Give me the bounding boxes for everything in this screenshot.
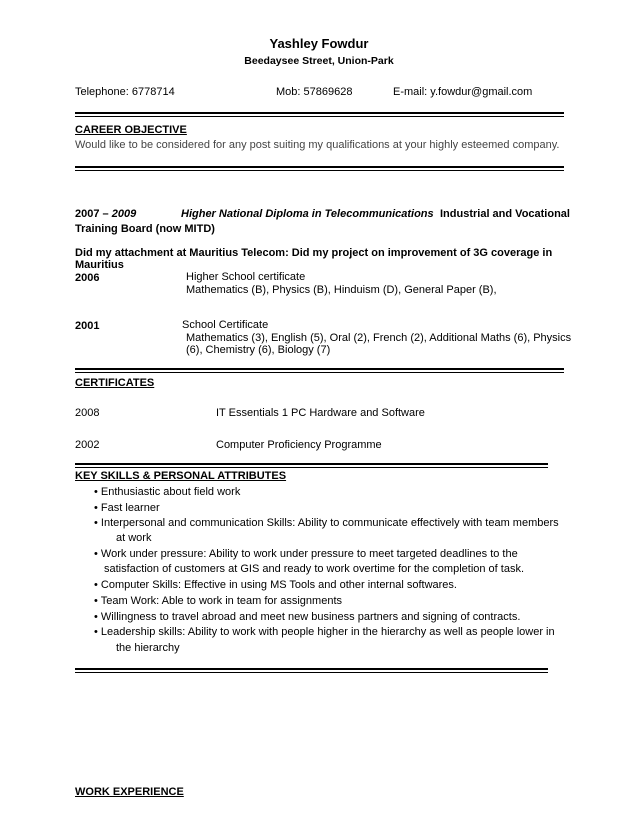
career-objective-heading: CAREER OBJECTIVE	[75, 124, 187, 136]
career-objective-text: Would like to be considered for any post suiting my qualifications at your highly esteemed company.	[75, 139, 560, 151]
bullet: •	[94, 502, 98, 514]
sc-year: 2001	[75, 320, 100, 332]
work-experience-heading: WORK EXPERIENCE	[75, 786, 184, 798]
skill-item	[94, 517, 559, 529]
skill-item	[94, 595, 342, 607]
certificate-name: IT Essentials 1 PC Hardware and Software	[216, 407, 425, 419]
skill-item	[94, 548, 518, 560]
skill-item	[94, 502, 160, 514]
skill-text: Interpersonal and communication Skills: Ability to communicate effectively with team members	[100, 517, 559, 529]
hnd-year-start: 2007 –	[75, 208, 109, 220]
skill-item	[94, 579, 457, 591]
hnd-institution-1: Industrial and Vocational	[440, 208, 570, 220]
divider	[75, 166, 564, 171]
mobile: Mob: 57869628	[276, 86, 353, 98]
skill-text-continuation: satisfaction of customers at GIS and ready to work overtime for the completion of task.	[104, 563, 525, 575]
skill-item	[94, 611, 520, 623]
candidate-address: Beedaysee Street, Union-Park	[244, 55, 394, 67]
bullet: •	[94, 486, 98, 498]
telephone: Telephone: 6778714	[75, 86, 175, 98]
bullet: •	[94, 626, 98, 638]
certificate-name: Computer Proficiency Programme	[216, 439, 382, 451]
attachment-line-1: Did my attachment at Mauritius Telecom: Did my project on improvement of 3G coverage in	[75, 247, 553, 259]
sc-title: School Certificate	[182, 319, 269, 331]
divider	[75, 668, 548, 673]
hsc-title: Higher School certificate	[186, 271, 306, 283]
bullet: •	[94, 579, 98, 591]
sc-subjects-2: (6), Chemistry (6), Biology (7)	[186, 344, 331, 356]
skill-text: Work under pressure: Ability to work under pressure to meet targeted deadlines to the	[100, 548, 518, 560]
sc-subjects-1: Mathematics (3), English (5), Oral (2), French (2), Additional Maths (6), Physics	[186, 332, 572, 344]
hsc-subjects: Mathematics (B), Physics (B), Hinduism (D), General Paper (B),	[186, 284, 497, 296]
hnd-year-end: 2009	[111, 208, 137, 220]
hnd-title: Higher National Diploma in Telecommunications	[181, 208, 434, 220]
skill-text: Willingness to travel abroad and meet new business partners and signing of contracts.	[100, 611, 521, 623]
email: E-mail: y.fowdur@gmail.com	[393, 86, 533, 98]
skill-text-continuation: the hierarchy	[116, 642, 180, 654]
certificate-year: 2008	[75, 407, 100, 419]
skill-text: Leadership skills: Ability to work with people higher in the hierarchy as well as people lower in	[100, 626, 555, 638]
divider	[75, 368, 564, 373]
attachment-line-2: Mauritius	[75, 259, 124, 271]
bullet: •	[94, 517, 98, 529]
hsc-year: 2006	[75, 272, 100, 284]
divider	[75, 112, 564, 117]
divider	[75, 463, 548, 468]
skill-text: Computer Skills: Effective in using MS Tools and other internal softwares.	[100, 579, 457, 591]
bullet: •	[94, 611, 98, 623]
skill-text: Fast learner	[100, 502, 160, 514]
bullet: •	[94, 595, 98, 607]
candidate-name: Yashley Fowdur	[269, 36, 369, 51]
hnd-years	[75, 208, 136, 220]
skill-text-continuation: at work	[116, 532, 152, 544]
hnd-institution-2: Training Board (now MITD)	[75, 223, 215, 235]
skill-item	[94, 626, 555, 638]
certificate-year: 2002	[75, 439, 100, 451]
bullet: •	[94, 548, 98, 560]
skill-text: Enthusiastic about field work	[100, 486, 241, 498]
certificates-heading: CERTIFICATES	[75, 377, 155, 389]
skill-item	[94, 486, 240, 498]
skill-text: Team Work: Able to work in team for assignments	[100, 595, 342, 607]
skills-heading: KEY SKILLS & PERSONAL ATTRIBUTES	[75, 470, 287, 482]
